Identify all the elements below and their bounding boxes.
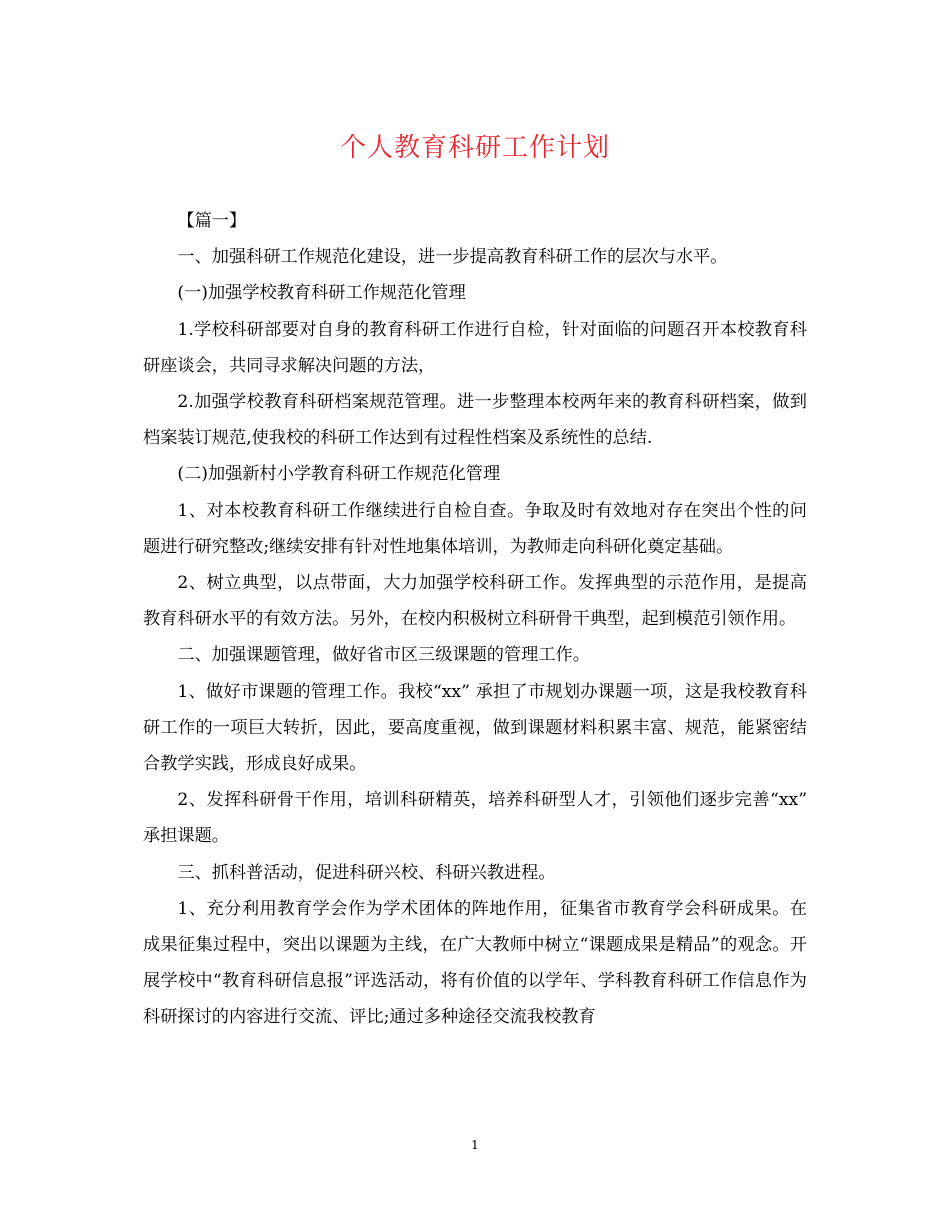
page-number: 1: [471, 1138, 479, 1152]
document-title: 个人教育科研工作计划: [339, 133, 610, 163]
paragraph: 1.学校科研部要对自身的教育科研工作进行自检，针对面临的问题召开本校教育科研座谈会，共同寻求解决问题的方法，: [143, 319, 807, 376]
paragraph: 2、树立典型，以点带面，大力加强学校科研工作。发挥典型的示范作用，是提高教育科研水平的有效方法。另外，在校内积极树立科研骨干典型，起到模范引领作用。: [143, 573, 807, 630]
paragraph: (一)加强学校教育科研工作规范化管理: [177, 283, 466, 304]
paragraph: 1、充分利用教育学会作为学术团体的阵地作用，征集省市教育学会科研成果。在成果征集过程中，突出以课题为主线，在广大教师中树立“课题成果是精品”的观念。开展学校中“教育科研信息报”评选活动，将有价值的以学年、学科教育科研工作信息作为科研探讨的内容进行交流、评比;通过多种途径交流我校教育: [143, 898, 807, 1028]
paragraph: 三、抓科普活动，促进科研兴校、科研兴教进程。: [177, 862, 556, 883]
paragraph: 1、对本校教育科研工作继续进行自检自查。争取及时有效地对存在突出个性的问题进行研究整改;继续安排有针对性地集体培训，为教师走向科研化奠定基础。: [143, 500, 807, 557]
paragraph: 二、加强课题管理，做好省市区三级课题的管理工作。: [177, 645, 590, 666]
paragraph: 1、做好市课题的管理工作。我校“xx” 承担了市规划办课题一项，这是我校教育科研工作的一项巨大转折，因此，要高度重视，做到课题材料积累丰富、规范，能紧密结合教学实践，形成良好成果。: [143, 681, 807, 775]
paragraph: (二)加强新村小学教育科研工作规范化管理: [177, 464, 501, 485]
section-label: 【篇一】: [177, 211, 247, 231]
paragraph: 2、发挥科研骨干作用，培训科研精英，培养科研型人才，引领他们逐步完善“xx” 承担课题。: [143, 790, 807, 847]
paragraph: 2.加强学校教育科研档案规范管理。进一步整理本校两年来的教育科研档案，做到档案装订规范,使我校的科研工作达到有过程性档案及系统性的总结.: [143, 392, 807, 449]
paragraph: 一、加强科研工作规范化建设，进一步提高教育科研工作的层次与水平。: [177, 247, 728, 268]
document-body: [143, 203, 807, 1036]
